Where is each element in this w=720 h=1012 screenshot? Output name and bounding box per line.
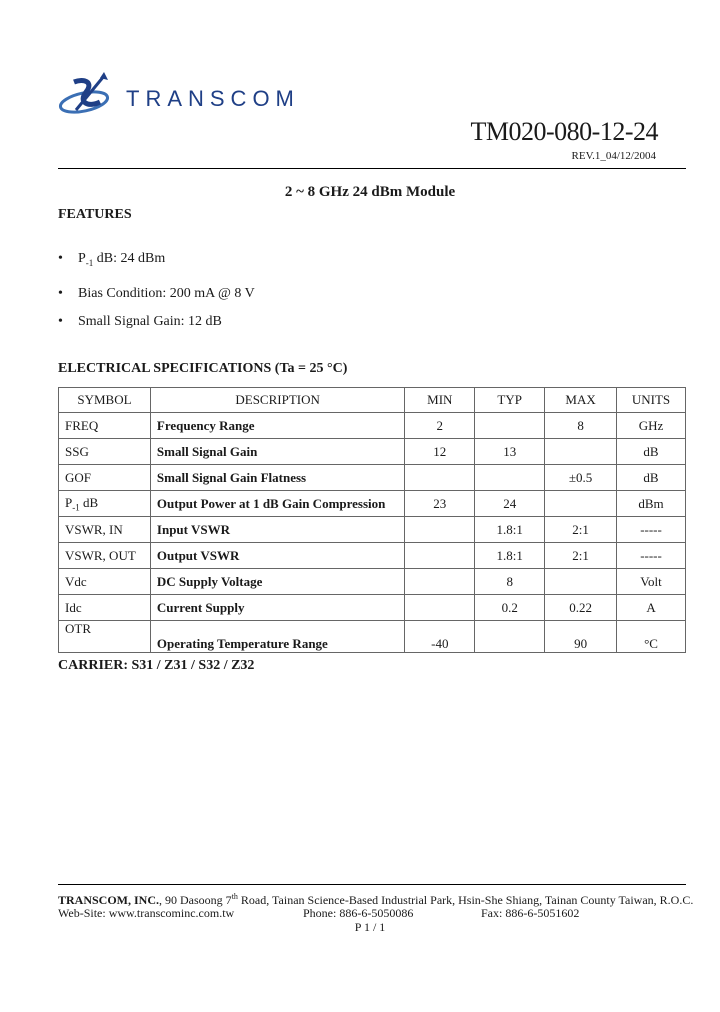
table-row [59,517,686,543]
footer-fax: Fax: 886-6-5051602 [481,906,580,920]
min-cell [405,517,475,543]
footer-address: TRANSCOM, INC., 90 Dasoong 7th Road, Tainan Science-Based Industrial Park, Hsin-She Shiang, Tainan County Taiwan, R.O.C. [58,892,694,907]
max-cell: 8 [545,413,617,439]
desc-cell: Small Signal Gain [150,439,404,465]
symbol-cell: VSWR, OUT [59,543,151,569]
footer-divider [58,884,686,885]
table-row [59,621,686,653]
min-cell [405,543,475,569]
units-cell: Volt [617,569,686,595]
max-cell [545,439,617,465]
table-row [59,595,686,621]
symbol-cell: Idc [59,595,151,621]
max-cell: 2:1 [545,543,617,569]
desc-cell: Output VSWR [150,543,404,569]
symbol-cell: OTR [59,621,151,653]
units-cell: A [617,595,686,621]
desc-cell: DC Supply Voltage [150,569,404,595]
col-header: MIN [405,388,475,413]
units-cell: GHz [617,413,686,439]
max-cell: 0.22 [545,595,617,621]
symbol-cell: VSWR, IN [59,517,151,543]
min-cell: 23 [405,491,475,517]
symbol-cell: FREQ [59,413,151,439]
units-cell: ----- [617,517,686,543]
units-cell: dB [617,439,686,465]
typ-cell: 8 [475,569,545,595]
max-cell: 90 [545,621,617,653]
typ-cell: 1.8:1 [475,543,545,569]
typ-cell [475,621,545,653]
table-row [59,543,686,569]
feature-item: • Small Signal Gain: 12 dB [58,314,222,329]
brand-name: TRANSCOM [126,86,300,111]
col-header: SYMBOL [59,388,151,413]
footer-website: Web-Site: www.transcominc.com.tw [58,906,235,920]
min-cell: 12 [405,439,475,465]
max-cell [545,569,617,595]
typ-cell: 24 [475,491,545,517]
col-header: TYP [475,388,545,413]
specs-heading: ELECTRICAL SPECIFICATIONS (Ta = 25 °C) [58,361,348,376]
table-row [59,465,686,491]
table-row [59,569,686,595]
min-cell: 2 [405,413,475,439]
min-cell [405,569,475,595]
document-title: 2 ~ 8 GHz 24 dBm Module [284,184,456,200]
typ-cell [475,413,545,439]
desc-cell: Output Power at 1 dB Gain Compression [150,491,404,517]
units-cell: dB [617,465,686,491]
units-cell: ----- [617,543,686,569]
symbol-cell: $P_{-1}$ dB [59,491,151,517]
symbol-cell: SSG [59,439,151,465]
col-header: UNITS [617,388,686,413]
min-cell [405,465,475,491]
min-cell [405,595,475,621]
units-cell: dBm [617,491,686,517]
typ-cell [475,465,545,491]
transcom-logo-icon [58,68,128,120]
symbol-cell: Vdc [59,569,151,595]
symbol-cell: GOF [59,465,151,491]
typ-cell: 1.8:1 [475,517,545,543]
max-cell [545,491,617,517]
desc-cell: Current Supply [150,595,404,621]
features-heading: FEATURES [58,207,132,222]
table-row [59,413,686,439]
desc-cell: Frequency Range [150,413,404,439]
footer-phone: Phone: 886-6-5050086 [303,906,414,920]
feature-item: • Bias Condition: 200 mA @ 8 V [58,286,255,301]
page-number: P 1 / 1 [354,920,386,934]
typ-cell: 13 [475,439,545,465]
carrier-line: CARRIER: S31 / Z31 / S32 / Z32 [58,658,255,673]
max-cell: 2:1 [545,517,617,543]
header-divider [58,168,686,169]
table-row [59,439,686,465]
feature-item: • $P_{-1}$ dB: 24 dBm [58,251,166,268]
col-header: MAX [545,388,617,413]
spec-table [58,387,686,653]
desc-cell: Small Signal Gain Flatness [150,465,404,491]
part-number: TM020-080-12-24 [470,117,658,146]
desc-cell: Operating Temperature Range [150,621,404,653]
typ-cell: 0.2 [475,595,545,621]
table-header-row [59,388,686,413]
col-header: DESCRIPTION [150,388,404,413]
max-cell: ±0.5 [545,465,617,491]
table-row [59,491,686,517]
revision: REV.1_04/12/2004 [571,150,656,162]
units-cell: °C [617,621,686,653]
min-cell: -40 [405,621,475,653]
desc-cell: Input VSWR [150,517,404,543]
